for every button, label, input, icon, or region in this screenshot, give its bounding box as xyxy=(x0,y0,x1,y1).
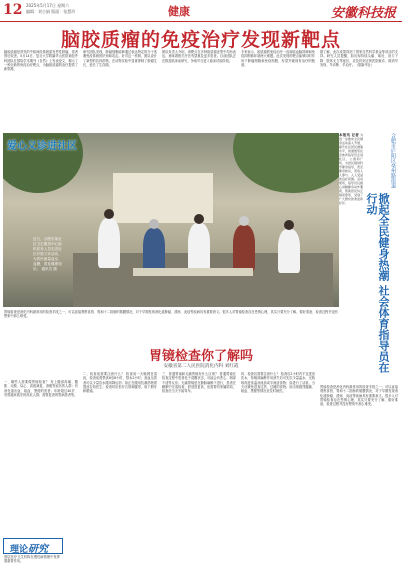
editor-line: 编辑：刘小娟 版面：张慧玲 xyxy=(26,9,76,14)
photo-caption: 近日，合肥市某社区卫生服务中心组织医务人员走进社区开展义诊活动，为居民测量血压、血糖，普及健康知识。 通讯员 摄 xyxy=(33,237,62,271)
person-head xyxy=(284,220,294,230)
article1-col-1: 脑胶质瘤是常见的中枢神经系统原发恶性肿瘤，患者预后较差。5月14日，复旦大学附属华山医院神经外科团队在国际学术期刊《自然》上发表论文，揭示了一种全新的免疫治疗靶点，为脑胶质瘤的治疗提供了新思路。 xyxy=(4,50,78,72)
date-line: 2025年5月17日 星期六 xyxy=(26,3,70,8)
article2-lead: 胃镜检查是消化内科最常用的检查手段之一，可以直接观察食管、胃和十二指肠的黏膜情况，对于早期发现消化道肿瘤、溃疡、炎症等疾病具有重要意义。很多人对胃镜检查存在恐惧心理，其实只要充分了解，做好准备，检查过程并没有想象中那么难受。 xyxy=(4,310,338,319)
sidebar-author: 本报讯 记者 xyxy=(339,133,359,137)
issue-meta xyxy=(26,3,75,15)
article1-headline: 脑胶质瘤的免疫治疗发现新靶点 xyxy=(60,29,341,51)
article2-col-2: 二、检查前需要注意什么？ 检查前一天晚餐宜清淡，检查前需禁食6至8小时、禁水2小时；高血压患者可以少量饮水服用降压药；如正在服用抗凝药物需提前告知医生；检查时应松开衣领和腰带，取下假牙和眼镜。 xyxy=(83,372,157,394)
article2-col-5: 胃镜检查是消化内科最常用的检查手段之一，可以直接观察食管、胃和十二指肠的黏膜情况，对于早期发现消化道肿瘤、溃疡、炎症等疾病具有重要意义。很多人对胃镜检查存在恐惧心理，其实只要充分了解，做好准备，检查过程并没有想象中那么难受。 xyxy=(320,385,398,407)
newspaper-logo: 安徽科技报 xyxy=(330,6,396,21)
theory-label: 理论研究 xyxy=(10,544,49,555)
theory-text: 基层医疗卫生机构在慢性病管理中发挥着重要作用。 xyxy=(4,555,60,564)
article2-col-4: 四、检查后需要注意什么？ 检查后2小时内不宜进食饮水，待咽部麻醉作用消失后可先饮少量温水，无呛咳再进食温凉流质或半流质食物；如进行了活检，当天应避免进食过热、过硬的食物；如出现剧烈腹痛、呕血、黑便等情况应及时就医。 xyxy=(241,372,315,394)
sidebar-city-label: 合肥市庐阳区亳州路街道 xyxy=(390,133,396,188)
article2-headline: 胃镜检查你了解吗 xyxy=(148,349,253,364)
person-head xyxy=(194,214,204,224)
article2-col-1: 一、哪些人需要做胃镜检查？ 有上腹部疼痛、腹胀、反酸、烧心、食欲减退、消瘦等症状的人群；有消化道出血、呕血、黑便的患者；年龄超过40岁、有胃癌家族史的高危人群；需要复查的胃病患者等。 xyxy=(4,380,78,397)
doctor-figure xyxy=(98,218,120,268)
article1-col-5: 据了解，此次成果得到了国家自然科学基金等项目的支持。研究人员提醒，如出现持续头痛、呕吐、视力下降、肢体无力等症状，应及时到正规医院就诊，做到早发现、早诊断、早治疗。（据新华社） xyxy=(320,50,398,67)
news-photo xyxy=(3,133,339,307)
doctor-figure xyxy=(188,223,210,271)
sidebar-body xyxy=(339,133,363,381)
person-head xyxy=(149,219,159,229)
page-number: 12 xyxy=(3,2,23,18)
article1-col-3: 团队负责人介绍，该靶点在多种胶质瘤亚型中均有表达，意味着相关疗法有望惠及更多患者。目前团队正在推进临床前研究，争取早日进入临床试验阶段。 xyxy=(162,50,236,63)
masthead xyxy=(0,0,402,22)
person-head xyxy=(239,216,249,226)
resident-figure xyxy=(233,225,255,271)
resident-figure xyxy=(143,228,165,272)
doctor-figure xyxy=(278,229,300,273)
theory-section-tag xyxy=(3,538,63,554)
article2-byline: 安徽省第二人民医院消化内科 刘红霞 xyxy=(163,364,239,369)
article1-col-2: 研究团队发现，肿瘤细胞能够通过表达特定的分子逃避免疫系统的识别和攻击。针对这一机制，团队设计了新型的抗体药物，在动物实验中显著抑制了肿瘤生长，延长了生存期。 xyxy=(83,50,157,67)
article2-col-3: 三、普通胃镜和无痛胃镜有什么区别？ 普通胃镜在检查过程中患者处于清醒状态，可能会有恶心、咽部不适等反应；无痛胃镜是在静脉麻醉下进行，患者在睡眠中完成检查，舒适度更高，但需要有家属陪同，检查后当天不能驾车。 xyxy=(162,372,236,394)
person-head xyxy=(104,209,114,219)
article1-col-4: 专家表示，胶质瘤的免疫治疗一直面临血脑屏障和免疫抑制微环境两大难题。此次发现的靶点能够同时作用于肿瘤细胞和免疫细胞，有望突破现有治疗的瓶颈。 xyxy=(241,50,315,67)
sidebar-headline: 掀起全民健身热潮 社会体育指导员在行动 xyxy=(365,193,390,373)
table-shape xyxy=(133,268,253,276)
sidebar-text: 为进一步推动全民健身活动深入开展，提升社区居民健康水平，街道组织社会体育指导员走进社区、公园和广场，为居民提供科学健身指导，普及健身知识，营造人人参与、人人受益的良好氛围。活动现场，指导员们耐心讲解健身动作要领，帮助居民纠正错误姿势，受到了广大群众的欢迎和好评。 xyxy=(339,133,363,205)
section-title: 健康 xyxy=(168,5,190,18)
sidebar-article xyxy=(339,133,399,381)
photo-overlay-title: 爱心义诊进社区 xyxy=(7,141,77,152)
tree-shape xyxy=(233,133,339,193)
